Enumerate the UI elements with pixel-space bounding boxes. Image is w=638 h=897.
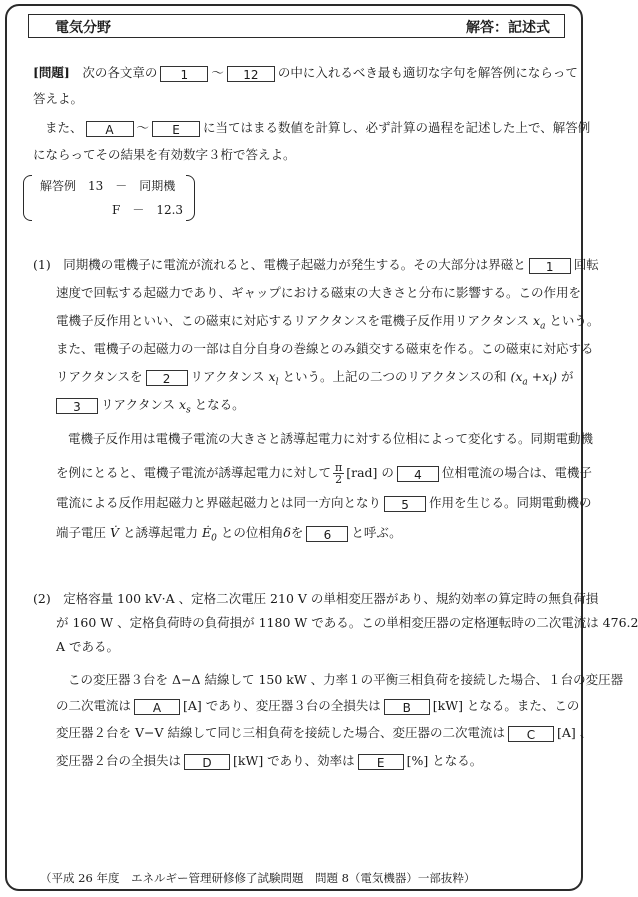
answer-box-a: A — [86, 121, 134, 137]
answer-box-d: D — [184, 754, 230, 770]
example-bracket-right — [186, 175, 195, 221]
example-row-1: 解答例 13 － 同期機 — [40, 179, 176, 193]
q1-line-8: を例にとると、電機子電流が誘導起電力に対して $\frac{\pi}{2}$ [rad] の 4 位相電流の場合は、電機子 — [56, 461, 592, 486]
answer-box-e-q2: E — [358, 754, 404, 770]
answer-box-6: 6 — [306, 526, 348, 542]
intro-line-2: 答えよ。 — [33, 91, 84, 106]
q2-line-5: の二次電流は A [A] であり、変圧器３台の全損失は B [kW] となる。また、この — [56, 698, 580, 715]
answer-box-1: 1 — [160, 66, 208, 82]
answer-box-b: B — [384, 699, 430, 715]
field-title: 電気分野 — [55, 20, 111, 36]
intro-line-3: また、 A ～ E に当てはまる数値を計算し、必ず計算の過程を記述した上で、解答例 — [45, 120, 591, 137]
q1-line-5: リアクタンスを 2 リアクタンス $x_l$ という。上記の二つのリアクタンスの和 $(x_a +x_l)$ が — [56, 369, 574, 388]
section-header — [28, 14, 565, 38]
answer-box-5: 5 — [384, 496, 426, 512]
answer-box-12: 12 — [227, 66, 275, 82]
answer-box-c: C — [508, 726, 554, 742]
pi-over-2-fraction: $\frac{\pi}{2}$ — [335, 461, 343, 486]
q1-line-6: 3 リアクタンス $x_s$ となる。 — [56, 396, 245, 420]
q1-line-2: 速度で回転する起磁力であり、ギャップにおける磁束の大きさと分布に影響する。この作用を — [56, 285, 582, 300]
q1-line-4: また、電機子の起磁力の一部は自分自身の巻線とのみ鎖交する磁束を作る。この磁束に対応する — [56, 341, 594, 356]
q1-line-1: (1) 同期機の電機子に電流が流れると、電機子起磁力が発生する。その大部分は界磁と 1 回転 — [33, 257, 599, 274]
source-footer: （平成 26 年度 エネルギー管理研修修了試験問題 問題 8（電気機器）一部抜粋） — [40, 871, 476, 885]
intro-line-4: にならってその結果を有効数字３桁で答えよ。 — [33, 147, 296, 162]
q2-line-2: が 160 W 、定格負荷時の負荷損が 1180 W である。この単相変圧器の定格運転時の二次電流は 476.2 — [56, 615, 638, 630]
problem-tag: [問題] — [33, 65, 70, 80]
answer-box-1-q1: 1 — [529, 258, 571, 274]
q1-line-7: 電機子反作用は電機子電流の大きさと誘導起電力に対する位相によって変化する。同期電動機 — [68, 431, 594, 446]
example-bracket-left — [23, 175, 32, 221]
answer-box-3: 3 — [56, 398, 98, 414]
q2-line-4: この変圧器３台を Δ−Δ 結線して 150 kW 、力率１の平衡三相負荷を接続した場合、１台の変圧器 — [68, 672, 624, 687]
example-row-2: F － 12.3 — [112, 203, 184, 217]
answer-box-e: E — [152, 121, 200, 137]
q2-line-3: A である。 — [56, 639, 120, 654]
q1-line-9: 電流による反作用起磁力と界磁起磁力とは同一方向となり 5 作用を生じる。同期電動機の — [56, 495, 592, 512]
q2-line-1: (2) 定格容量 100 kV·A 、定格二次電圧 210 V の単相変圧器があり、規約効率の算定時の無負荷損 — [33, 591, 599, 606]
answer-box-4: 4 — [397, 466, 439, 482]
answer-box-a-q2: A — [134, 699, 180, 715]
answer-format: 解答：記述式 — [466, 20, 550, 36]
intro-line-1: [問題] 次の各文章の 1 ～ 12 の中に入れるべき最も適切な字句を解答例にならって — [33, 65, 578, 82]
q2-line-6: 変圧器２台を V−V 結線して同じ三相負荷を接続した場合、変圧器の二次電流は C [A] 、 — [56, 725, 593, 742]
answer-box-2: 2 — [146, 370, 188, 386]
q1-line-3: 電機子反作用といい、この磁束に対応するリアクタンスを電機子反作用リアクタンス $x_a$ という。 — [56, 313, 600, 332]
q1-line-10: 端子電圧 V̇ と誘導起電力 $Ė_0$ との位相角δを 6 と呼ぶ。 — [56, 525, 402, 544]
q2-line-7: 変圧器２台の全損失は D [kW] であり、効率は E [%] となる。 — [56, 753, 483, 770]
